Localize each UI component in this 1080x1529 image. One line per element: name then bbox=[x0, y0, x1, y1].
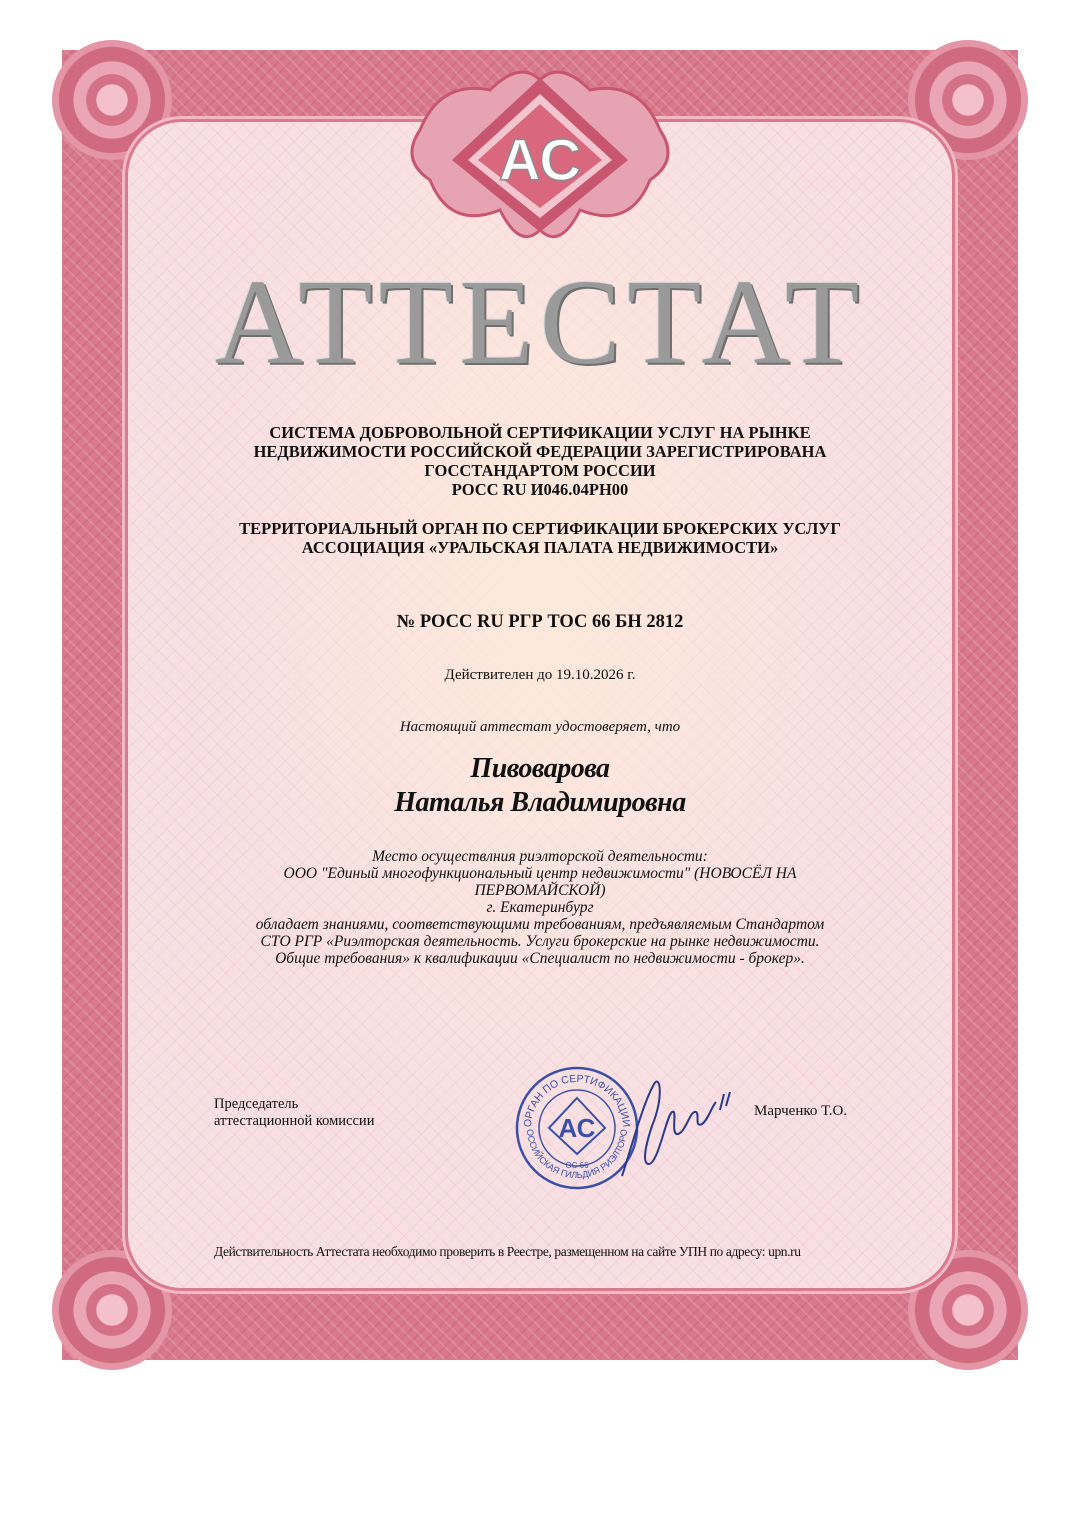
chairman-title bbox=[214, 1096, 374, 1130]
validity-date: Действителен до 19.10.2026 г. bbox=[444, 667, 636, 683]
organ-line: ТЕРРИТОРИАЛЬНЫЙ ОРГАН ПО СЕРТИФИКАЦИИ БРОКЕРСКИХ УСЛУГ bbox=[239, 519, 841, 538]
seal-top-text: ОРГАН ПО СЕРТИФИКАЦИИ bbox=[521, 1072, 633, 1128]
handwritten-signature bbox=[612, 1066, 742, 1186]
activity-line: Место осуществлния риэлторской деятельности: bbox=[372, 848, 708, 865]
registration-code: РОСС RU И046.04РН00 bbox=[451, 480, 629, 499]
seal-letters: АС bbox=[558, 1113, 596, 1143]
system-line: НЕДВИЖИМОСТИ РОССИЙСКОЙ ФЕДЕРАЦИИ ЗАРЕГИСТРИРОВАНА bbox=[253, 442, 827, 461]
activity-line: Общие требования» к квалификации «Специалист по недвижимости - брокер». bbox=[275, 950, 805, 967]
registry-check-note: Действительность Аттестата необходимо проверить в Реестре, размещенном на сайте УПН по адресу: upn.ru bbox=[214, 1244, 801, 1259]
seal-bottom-text: ОССИЙСКАЯ ГИЛЬДИЯ РИЭЛТОРО bbox=[524, 1128, 630, 1181]
activity-description bbox=[0, 848, 1080, 967]
certificate-number: № РОСС RU РГР ТОС 66 БН 2812 bbox=[396, 612, 684, 632]
logo-letters: АС bbox=[498, 128, 582, 193]
chairman-title-line: Председатель bbox=[214, 1096, 299, 1112]
certifies-statement: Настоящий аттестат удостоверяет, что bbox=[399, 719, 681, 735]
organ-line: АССОЦИАЦИЯ «УРАЛЬСКАЯ ПАЛАТА НЕДВИЖИМОСТИ» bbox=[301, 538, 779, 557]
activity-line: обладает знаниями, соответствующими требованиям, предъявляемым Стандартом bbox=[255, 916, 825, 933]
system-line: ГОССТАНДАРТОМ РОССИИ bbox=[424, 461, 656, 480]
document-title: АТТЕСТАТ bbox=[214, 255, 866, 390]
holder-surname: Пивоварова bbox=[470, 753, 610, 784]
certification-body-block bbox=[0, 519, 1080, 557]
certification-system-block bbox=[0, 423, 1080, 499]
chairman-title-line: аттестационной комиссии bbox=[214, 1113, 375, 1129]
chairman-name: Марченко Т.О. bbox=[754, 1103, 848, 1119]
as-logo-emblem bbox=[400, 60, 680, 250]
activity-line: СТО РГР «Риэлторская деятельность. Услуги брокерские на рынке недвижимости. bbox=[260, 933, 820, 950]
activity-line: ПЕРВОМАЙСКОЙ) bbox=[474, 882, 606, 899]
holder-given-names: Наталья Владимировна bbox=[394, 787, 686, 818]
seal-code: ОС 66 bbox=[565, 1161, 589, 1170]
activity-line: г. Екатеринбург bbox=[486, 899, 594, 916]
activity-line: ООО "Единый многофункциональный центр недвижимости" (НОВОСЁЛ НА bbox=[283, 865, 797, 882]
holder-name bbox=[0, 752, 1080, 820]
system-line: СИСТЕМА ДОБРОВОЛЬНОЙ СЕРТИФИКАЦИИ УСЛУГ НА РЫНКЕ bbox=[269, 423, 811, 442]
